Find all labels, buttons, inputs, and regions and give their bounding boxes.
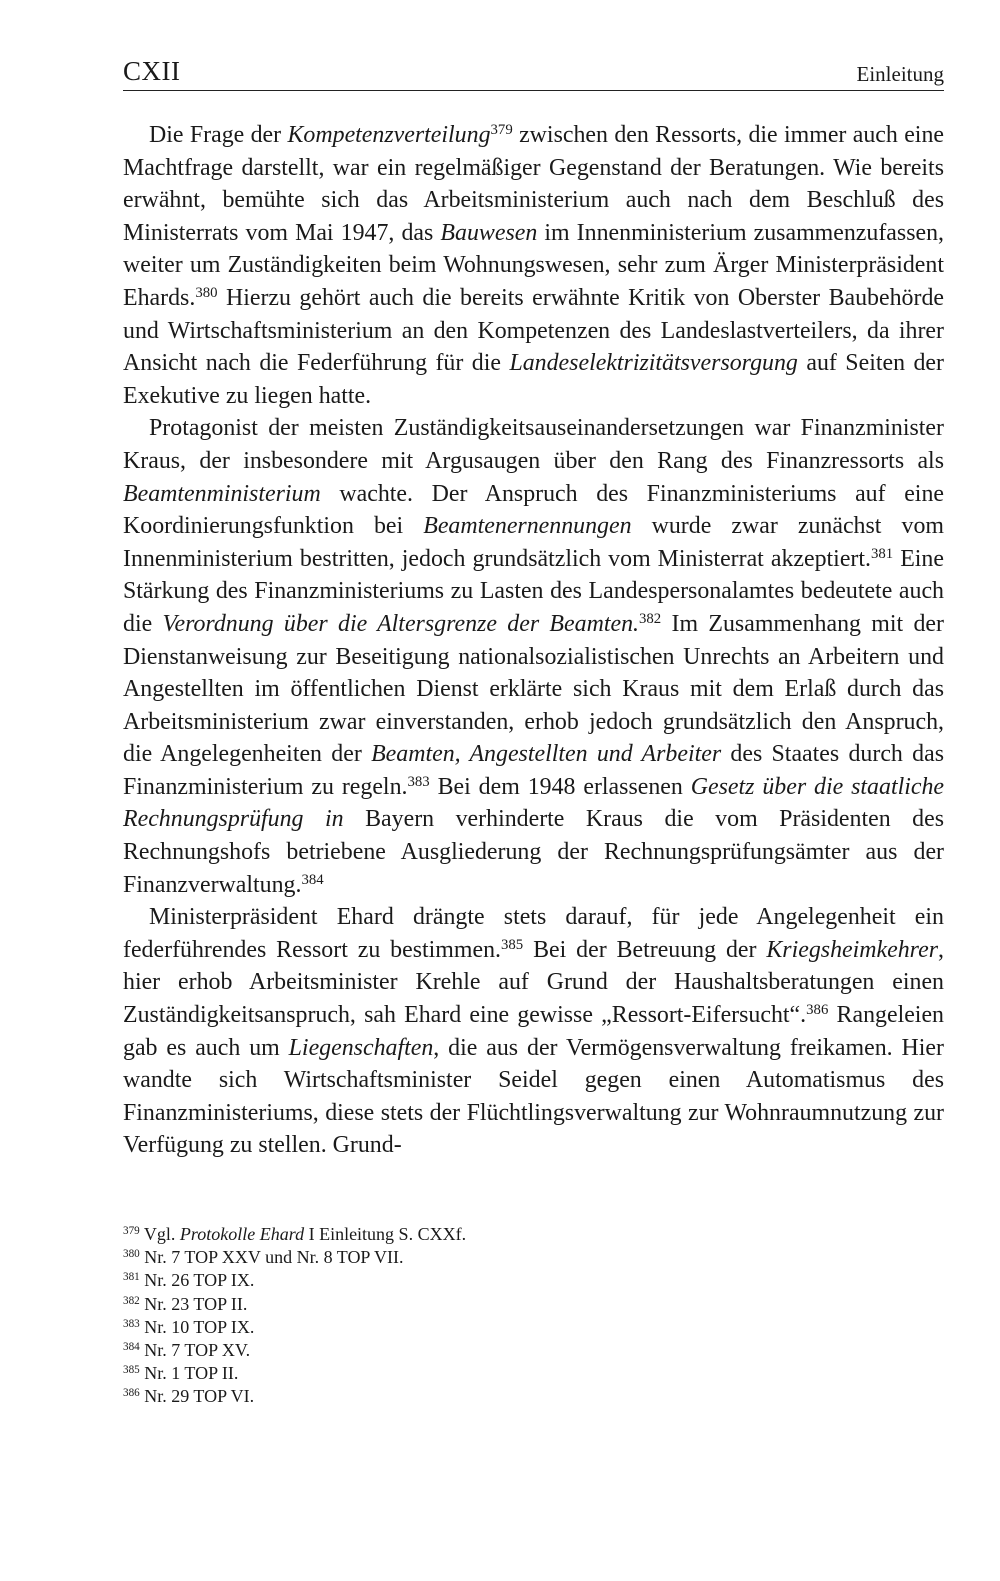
footnote-number: 380 [123,1248,140,1261]
body-text [123,119,944,1162]
italic-term: Landeselektrizitätsversorgung [509,350,798,377]
footnote-ref: 379 [490,121,513,138]
text-span: Rangeleien gab es auch um [123,1002,944,1061]
paragraph [123,412,944,901]
footnote [123,1385,623,1408]
paragraph [123,901,944,1162]
footnote-number: 383 [123,1317,140,1330]
italic-term: Kompetenzverteilung [287,122,491,148]
footnote-number: 382 [123,1294,140,1307]
italic-term: Liegenschaften [288,1034,434,1061]
footnote-text: Nr. 7 TOP XXV und Nr. 8 TOP VII. [144,1247,404,1268]
text-span: Eine Stärkung des Finanzministeriums zu Lasten des Landespersonalamtes bedeutete auch die [123,545,944,637]
italic-term: Beamten, Angestellten und Arbeiter [371,741,722,768]
text-span: auf Seiten der Exekutive zu liegen hatte. [123,350,944,409]
text-span: Protagonist der meisten Zuständigkeitsauseinandersetzungen war Finanzminister Kraus, der insbesondere mit Argusaugen über den Rang des Finanzressorts als [123,415,944,474]
footnote-number: 381 [123,1271,140,1284]
footnote-text: Nr. 7 TOP XV. [144,1340,251,1361]
footnote-ref: 384 [301,871,324,888]
footnote-number: 384 [123,1340,140,1353]
footnote-ref: 381 [870,545,894,562]
text-span: Bei dem 1948 erlassenen [429,773,691,800]
footnote-ref: 383 [407,773,430,790]
footnote-ref: 386 [806,1001,829,1018]
paragraph [123,119,944,412]
text-span: Die Frage der [149,122,288,148]
text-span: Im Zusammenhang mit der Dienstanweisung zur Beseitigung nationalsozialistischen Unrechts an Arbeitern und Angestellten im öffentlichen Dienst erklärte sich Kraus mit dem Erlaß durch das Arbeitsministerium zwar einverstanden, erhob jedoch grundsätzlich den Anspruch, die Angelegenheiten der [123,610,944,768]
text-span: des Staates durch das Finanzministerium zu regeln. [123,741,944,800]
italic-term: Gesetz über die staatliche Rechnungsprüfung in [123,773,945,833]
italic-term: Kriegsheimkehrer [766,936,938,963]
footnote-text: Vgl. [143,1224,180,1244]
footnote-ref: 385 [500,936,524,953]
footnote [123,1246,623,1269]
footnote [123,1293,623,1316]
text-span: Bayern verhinderte Kraus die vom Präsidenten des Rechnungshofs betriebene Ausgliederung der Rechnungsprüfungsämter aus der Finanzverwaltung. [123,806,944,898]
text-span: Ministerpräsident Ehard drängte stets darauf, für jede Angelegenheit ein federführendes Ressort zu bestimmen. [123,904,944,963]
text-span: Bei der Betreuung der [523,936,767,963]
italic-term: Beamtenernennungen [423,513,632,540]
italic-term: Verordnung über die Altersgrenze der Beamten. [162,610,639,637]
footnote-italic: Protokolle Ehard [179,1224,305,1244]
footnote-number: 379 [123,1224,140,1237]
footnote [123,1223,623,1246]
footnote-ref: 382 [639,610,662,627]
footnote-ref: 380 [195,284,218,301]
italic-term: Beamtenministerium [123,480,321,507]
footnotes [123,1223,623,1409]
text-span: , die aus der Vermögensverwaltung freikamen. Hier wandte sich Wirtschaftsminister Seidel gegen einen Automatismus des Finanzministeriums, diese stets der Flüchtlingsverwaltung zur Wohnraumnutzung zur Verfügung zu stellen. Grund- [123,1034,944,1159]
text-span: im Innenministerium zusammenzufassen, weiter um Zuständigkeiten beim Wohnungswesen, sehr zum Ärger Ministerpräsident Ehards. [123,219,945,311]
text-span: wachte. Der Anspruch des Finanzministeriums auf eine Koordinierungsfunktion bei [123,480,944,540]
footnote-text: Nr. 23 TOP II. [144,1293,248,1314]
text-span: zwischen den Ressorts, die immer auch eine Machtfrage darstellt, war ein regelmäßiger Gegenstand der Beratungen. Wie bereits erwähnt, bemühte sich das Arbeitsministerium auch nach dem Beschluß des Ministerrats vom Mai 1947, das [123,122,944,246]
page-number: CXII [123,56,181,86]
footnote-number: 385 [123,1364,140,1377]
footnote [123,1362,623,1385]
footnote-text: Nr. 29 TOP VI. [144,1386,255,1407]
running-head [123,54,944,91]
footnote [123,1316,623,1339]
footnote-text: Nr. 26 TOP IX. [144,1270,255,1291]
italic-term: Bauwesen [440,219,538,246]
text-span: , hier erhob Arbeitsminister Krehle auf Grund der Haushaltsberatungen einen Zuständigkeitsanspruch, sah Ehard eine gewisse „Ressort-Eifersucht“. [123,936,944,1029]
text-span: Hierzu gehört auch die bereits erwähnte Kritik von Oberster Baubehörde und Wirtschaftsministerium an den Kompetenzen des Landeslastverteilers, da ihrer Ansicht nach die Federführung für die [123,284,944,377]
footnote [123,1339,623,1362]
footnote-text: Nr. 1 TOP II. [144,1363,239,1384]
text-span: wurde zwar zunächst vom Innenministerium bestritten, jedoch grundsätzlich vom Ministerrat akzeptiert. [123,513,944,572]
footnote [123,1269,623,1292]
footnote-text: Nr. 10 TOP IX. [144,1316,255,1337]
section-title: Einleitung [856,62,944,86]
footnote-text: I Einleitung S. CXXf. [304,1224,467,1244]
footnote-number: 386 [123,1387,140,1400]
